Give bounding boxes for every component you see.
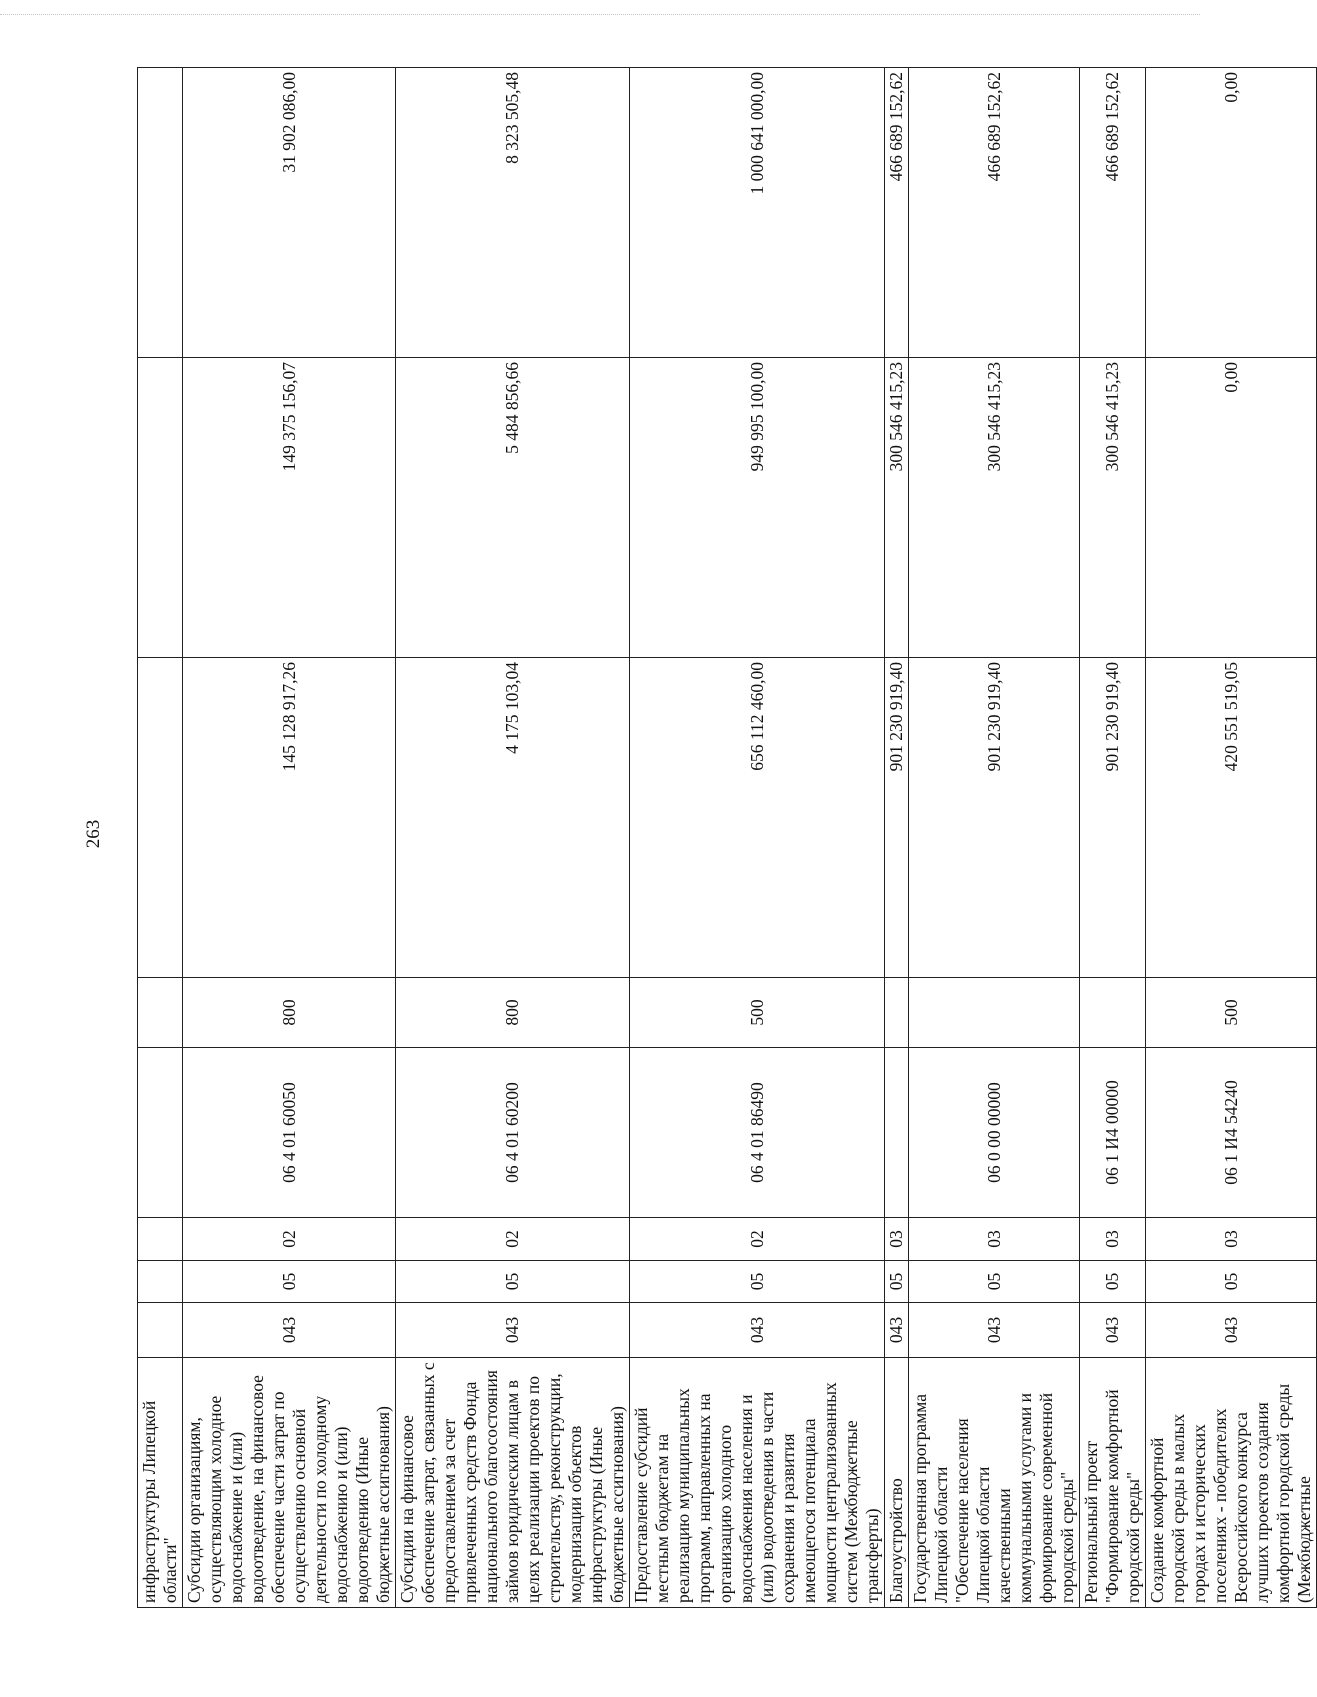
sum1-cell: 901 230 919,40 bbox=[885, 658, 909, 978]
expense-type-cell: 500 bbox=[630, 978, 885, 1048]
sum1-cell bbox=[138, 658, 183, 978]
row-name-cell: Субсидии на финансовое обеспечение затрат, связанных с предоставлением за счет привлеченных средств Фонда национального благосостояния займов юридическим лицам в целях реализации проектов по строительству, реконструкции, модернизации объектов инфраструктуры (Иные бюджетные ассигнования) bbox=[396, 1358, 630, 1608]
sum3-cell: 466 689 152,62 bbox=[909, 68, 1080, 358]
top-dotted-rule bbox=[0, 14, 1200, 15]
sum3-cell bbox=[138, 68, 183, 358]
ministry-code-cell: 043 bbox=[1146, 1303, 1317, 1358]
table-row bbox=[909, 68, 1080, 1608]
section-code-cell: 05 bbox=[1080, 1261, 1146, 1303]
subsection-code-cell: 02 bbox=[183, 1218, 396, 1261]
expense-type-cell: 500 bbox=[1146, 978, 1317, 1048]
target-article-cell: 06 4 01 60200 bbox=[396, 1048, 630, 1218]
sum2-cell: 300 546 415,23 bbox=[885, 358, 909, 658]
expense-type-cell: 800 bbox=[396, 978, 630, 1048]
section-code-cell: 05 bbox=[183, 1261, 396, 1303]
section-code-cell: 05 bbox=[909, 1261, 1080, 1303]
ministry-code-cell bbox=[138, 1303, 183, 1358]
subsection-code-cell: 03 bbox=[1146, 1218, 1317, 1261]
target-article-cell: 06 4 01 60050 bbox=[183, 1048, 396, 1218]
sum2-cell: 0,00 bbox=[1146, 358, 1317, 658]
subsection-code-cell: 02 bbox=[396, 1218, 630, 1261]
rotated-table-container bbox=[137, 68, 1314, 1608]
sum3-cell: 8 323 505,48 bbox=[396, 68, 630, 358]
sum1-cell: 420 551 519,05 bbox=[1146, 658, 1317, 978]
expense-type-cell bbox=[885, 978, 909, 1048]
table-row bbox=[138, 68, 183, 1608]
section-code-cell: 05 bbox=[396, 1261, 630, 1303]
sum3-cell: 31 902 086,00 bbox=[183, 68, 396, 358]
ministry-code-cell: 043 bbox=[183, 1303, 396, 1358]
ministry-code-cell: 043 bbox=[1080, 1303, 1146, 1358]
subsection-code-cell: 03 bbox=[1080, 1218, 1146, 1261]
sum2-cell: 149 375 156,07 bbox=[183, 358, 396, 658]
expense-type-cell: 800 bbox=[183, 978, 396, 1048]
target-article-cell: 06 4 01 86490 bbox=[630, 1048, 885, 1218]
table-row bbox=[630, 68, 885, 1608]
target-article-cell: 06 1 И4 00000 bbox=[1080, 1048, 1146, 1218]
target-article-cell bbox=[138, 1048, 183, 1218]
page-number: 263 bbox=[83, 819, 104, 849]
target-article-cell: 06 1 И4 54240 bbox=[1146, 1048, 1317, 1218]
sum3-cell: 466 689 152,62 bbox=[885, 68, 909, 358]
row-name-cell: Благоустройство bbox=[885, 1358, 909, 1608]
sum1-cell: 145 128 917,26 bbox=[183, 658, 396, 978]
sum3-cell: 1 000 641 000,00 bbox=[630, 68, 885, 358]
row-name-cell: Субсидии организациям, осуществляющим холодное водоснабжение и (или) водоотведение, на финансовое обеспечение части затрат по осуществлению основной деятельности по холодному водоснабжению и (или) водоотведению (Иные бюджетные ассигнования) bbox=[183, 1358, 396, 1608]
target-article-cell: 06 0 00 00000 bbox=[909, 1048, 1080, 1218]
subsection-code-cell: 03 bbox=[909, 1218, 1080, 1261]
sum3-cell: 466 689 152,62 bbox=[1080, 68, 1146, 358]
sum1-cell: 901 230 919,40 bbox=[909, 658, 1080, 978]
subsection-code-cell: 03 bbox=[885, 1218, 909, 1261]
sum2-cell: 949 995 100,00 bbox=[630, 358, 885, 658]
target-article-cell bbox=[885, 1048, 909, 1218]
table-row bbox=[183, 68, 396, 1608]
row-name-cell: Создание комфортной городской среды в малых городах и исторических поселениях - победителях Всероссийского конкурса лучших проектов создания комфортной городской среды (Межбюджетные bbox=[1146, 1358, 1317, 1608]
sum2-cell: 300 546 415,23 bbox=[1080, 358, 1146, 658]
ministry-code-cell: 043 bbox=[909, 1303, 1080, 1358]
expense-type-cell bbox=[1080, 978, 1146, 1048]
sum1-cell: 4 175 103,04 bbox=[396, 658, 630, 978]
ministry-code-cell: 043 bbox=[396, 1303, 630, 1358]
expense-type-cell bbox=[138, 978, 183, 1048]
budget-table bbox=[137, 67, 1317, 1608]
subsection-code-cell: 02 bbox=[630, 1218, 885, 1261]
section-code-cell: 05 bbox=[630, 1261, 885, 1303]
ministry-code-cell: 043 bbox=[885, 1303, 909, 1358]
sum1-cell: 901 230 919,40 bbox=[1080, 658, 1146, 978]
section-code-cell bbox=[138, 1261, 183, 1303]
sum1-cell: 656 112 460,00 bbox=[630, 658, 885, 978]
row-name-cell: инфраструктуры Липецкой области" bbox=[138, 1358, 183, 1608]
table-row bbox=[885, 68, 909, 1608]
table-row bbox=[396, 68, 630, 1608]
table-row bbox=[1146, 68, 1317, 1608]
sum3-cell: 0,00 bbox=[1146, 68, 1317, 358]
row-name-cell: Предоставление субсидий местным бюджетам на реализацию муниципальных программ, направленных на организацию холодного водоснабжения населения и (или) водоотведения в части сохранения и развития имеющегося потенциала мощности централизованных систем (Межбюджетные трансферты) bbox=[630, 1358, 885, 1608]
row-name-cell: Государственная программа Липецкой области "Обеспечение населения Липецкой области качественными коммунальными услугами и формирование современной городской среды" bbox=[909, 1358, 1080, 1608]
sum2-cell: 5 484 856,66 bbox=[396, 358, 630, 658]
ministry-code-cell: 043 bbox=[630, 1303, 885, 1358]
subsection-code-cell bbox=[138, 1218, 183, 1261]
section-code-cell: 05 bbox=[885, 1261, 909, 1303]
sum2-cell bbox=[138, 358, 183, 658]
row-name-cell: Региональный проект "Формирование комфортной городской среды" bbox=[1080, 1358, 1146, 1608]
section-code-cell: 05 bbox=[1146, 1261, 1317, 1303]
sum2-cell: 300 546 415,23 bbox=[909, 358, 1080, 658]
expense-type-cell bbox=[909, 978, 1080, 1048]
table-row bbox=[1080, 68, 1146, 1608]
